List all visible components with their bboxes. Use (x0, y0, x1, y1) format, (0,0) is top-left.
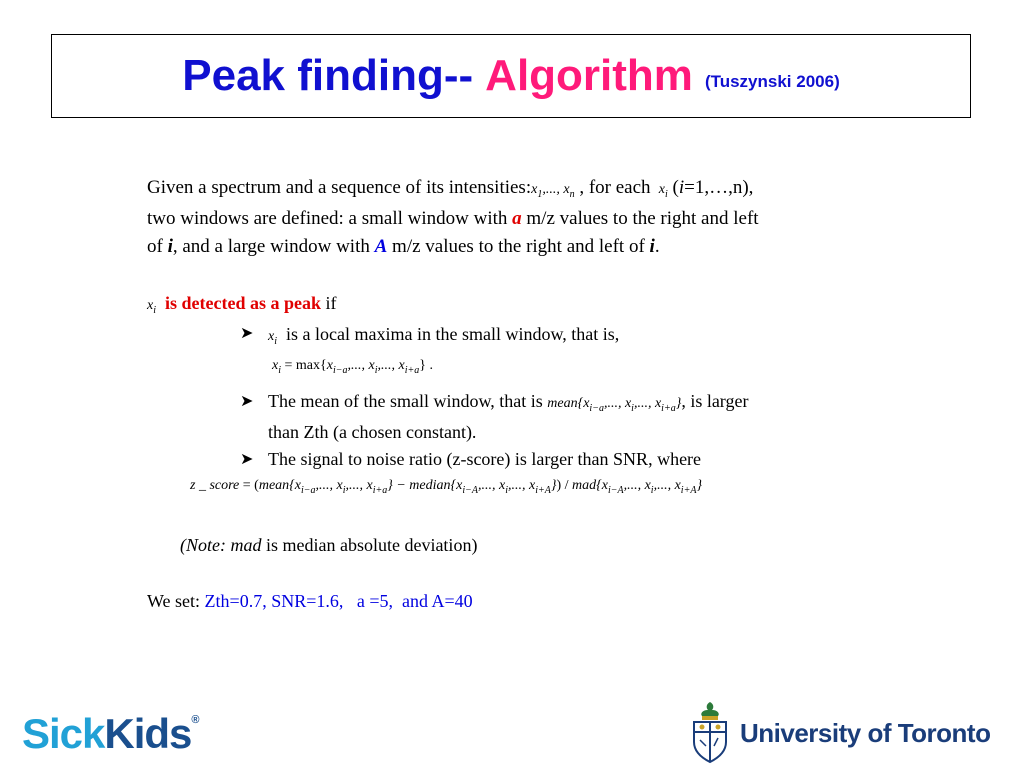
intro-line3-f: i (649, 236, 655, 257)
sickkids-registered: ® (191, 714, 199, 726)
intro-line-2 (147, 204, 759, 234)
bullet-3-text: The signal to noise ratio (z-score) is larger than SNR, where (268, 449, 702, 469)
math-xi-detect: $x_i$ (147, 298, 156, 316)
intro-line-3 (147, 232, 660, 262)
bullet-arrow-3: ➤ (240, 451, 254, 468)
bullet-2-cont (268, 417, 476, 447)
bullet-2-text-c: than Zth (a chosen constant). (268, 422, 477, 442)
settings-label: We set: (147, 591, 201, 611)
intro-text-a: Given a spectrum and a sequence of its intensities: (147, 177, 532, 198)
bullet-arrow-1: ➤ (240, 325, 254, 342)
intro-line3-c: , and a large window with (172, 236, 370, 257)
uoft-logo (688, 700, 991, 764)
intro-text-b: , for each (579, 177, 651, 198)
intro-text-c: ( (672, 177, 679, 198)
math-xi: $x_i$ (655, 182, 668, 200)
settings-values: Zth=0.7, SNR=1.6, a =5, and A=40 (204, 591, 473, 611)
math-mean-small: $mean\{x_{i-a}$,..., $x_i$,..., $x_{i+a}$} (547, 396, 682, 414)
formula-local-max: $x_i = \max\{x_{i-a}$,..., $x_i$,..., $x_{i+a}$} . (272, 358, 433, 376)
formula-z-score: z _ score = ($mean\{x_{i-a}$,..., $x_i$,..., $x_{i+a}$} − $median\{x_{i-A}$,..., $x_i$,..., $x_{i+A}\}) / mad\{x_{i-A}$,..., $x_i$,..., $x_{i+A}$} (190, 478, 703, 496)
sickkids-sick: Sick (22, 710, 105, 757)
detect-suffix: if (325, 293, 337, 313)
intro-line3-i: i (167, 236, 173, 257)
intro-line3-e: m/z values to the right and left of (392, 236, 645, 257)
bullet-arrow-2: ➤ (240, 393, 254, 410)
bullet-2-text-a: The mean of the small window, that is (268, 391, 543, 411)
math-xi-b1: $x_i$ (268, 329, 277, 347)
bullet-1-text: is a local maxima in the small window, that is, (286, 324, 620, 344)
title-part1: Peak finding-- (182, 51, 474, 100)
sickkids-kids: Kids (104, 710, 192, 757)
note-term: mad (230, 535, 262, 555)
intro-line2-a: two windows are defined: a small window with (147, 208, 508, 229)
intro-small-a: a (512, 208, 522, 229)
sickkids-logo (22, 710, 199, 758)
intro-line3-g: . (654, 236, 660, 257)
intro-line3-a: of (147, 236, 163, 257)
note-prefix: (Note: (180, 535, 226, 555)
note-rest: is median absolute deviation) (265, 535, 478, 555)
bullet-1 (268, 319, 619, 357)
intro-i: i (678, 177, 685, 198)
title-part2: Algorithm (485, 51, 693, 100)
note-line (180, 530, 477, 560)
settings-line (147, 586, 473, 616)
title-box (51, 34, 971, 118)
math-x1-xn: $x_1$,..., $x_n$ (531, 182, 575, 200)
intro-large-a: A (374, 236, 388, 257)
uoft-crest-icon (688, 700, 732, 764)
intro-line2-c: m/z values to the right and left (526, 208, 759, 229)
bullet-2-text-b: , is larger (681, 391, 749, 411)
uoft-text: University of Toronto (740, 718, 991, 748)
detect-label: is detected as a peak (165, 293, 321, 313)
intro-text-e: =1,…,n), (684, 177, 754, 198)
title-reference: (Tuszynski 2006) (704, 72, 840, 91)
bullet-3 (268, 444, 701, 474)
